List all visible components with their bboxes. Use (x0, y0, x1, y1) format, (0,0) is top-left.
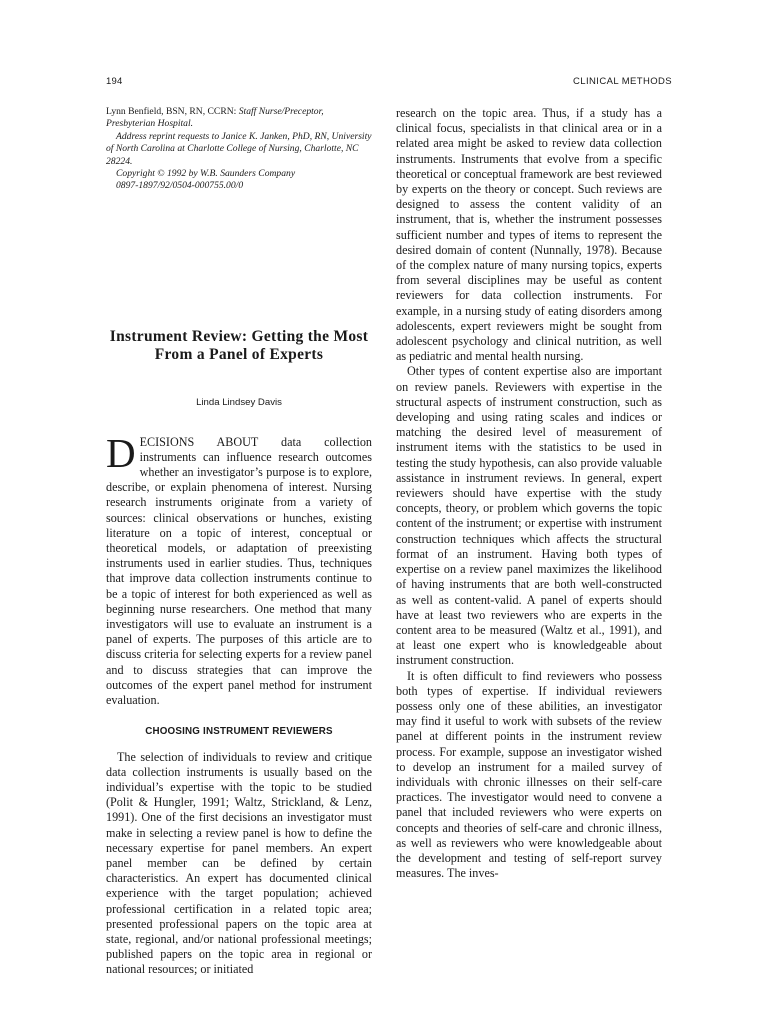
affiliation-author-name: Lynn Benfield, BSN, RN, CCRN: (106, 106, 239, 117)
running-head: CLINICAL METHODS (573, 76, 672, 87)
affiliation-position: Staff Nurse/Preceptor, Presbyterian Hospital. (106, 106, 324, 130)
article-code: 0897-1897/92/0504-000755.00/0 (116, 180, 244, 192)
right-column (396, 106, 662, 881)
body-paragraph-right-1: research on the topic area. Thus, if a study has a clinical focus, specialists in that clinical area or in a related area might be asked to review data collection instruments. Instruments that evolve from a specific theoretical or conceptual framework are best reviewed by experts on the theory or concept. Such reviews are designed to assess the content validity of an instrument, that is, whether the instrument possesses sufficient number and types of items to represent the desired domain of content (Nunnally, 1978). Because of the complex nature of many nursing topics, experts from several disciplines may be useful as content reviewers for data collection instruments. For example, in a nursing study of eating disorders among adolescents, expert reviewers might be sought from adolescent psychology and clinical nutrition, as well as pediatric and mental health nursing. (396, 106, 662, 364)
reprint-address: Address reprint requests to Janice K. Janken, PhD, RN, University of North Carolina at Charlotte College of Nursing, Charlotte, NC 28224. (106, 130, 372, 167)
intro-paragraph (106, 429, 372, 709)
intro-lead: ECISIONS ABOUT (139, 434, 259, 449)
copyright-line: Copyright © 1992 by W.B. Saunders Company (116, 168, 296, 180)
page-number: 194 (106, 76, 123, 87)
section-heading: CHOOSING INSTRUMENT REVIEWERS (145, 726, 333, 738)
article-author: Linda Lindsey Davis (196, 397, 282, 409)
left-column (106, 106, 372, 978)
affiliation-author-line (106, 106, 372, 131)
article-title: Instrument Review: Getting the Most From a Panel of Experts (109, 327, 369, 363)
body-paragraph-left: The selection of individuals to review and critique data collection instruments is usually based on the individual’s expertise with the topic to be studied (Polit & Hungler, 1991; Waltz, Strickland, & Lenz, 1991). One of the first decisions an investigator must make in selecting a review panel is how to define the necessary expertise for panel members. An expert panel member can be defined by certain characteristics. An expert has documented clinical experience with the target population; achieved professional certification in a related topic area; presented professional papers on the topic area at state, regional, and/or national professional meetings; published papers on the topic area in regional or national resources; or initiated (106, 749, 372, 977)
body-paragraph-right-3: It is often difficult to find reviewers who possess both types of expertise. If individual reviewers possess only one of these abilities, an investigator may find it useful to work with subsets of the review panel at different points in the instrument review process. For example, suppose an investigator wished to develop an instrument for a mailed survey of individuals with chronic illnesses on their self-care practices. The investigator would need to convene a panel that included reviewers who were experts on concepts and theories of self-care and chronic illness, as well as reviewers who were knowledgeable about the development and testing of self-report survey measures. The inves- (396, 668, 662, 881)
intro-text: data collection instruments can influence research outcomes whether an investigator’s purpose is to explore, describe, or explain phenomena of interest. Nursing research instruments originate from a variety of sources: clinical observations or hunches, existing literature on a topic of interest, conceptual or theoretical models, or adaptation of preexisting instruments used in earlier studies. Thus, techniques that improve data collection instruments continue to be a topic of interest for both experienced as well as beginning nurse researchers. One method that many investigators will use to evaluate an instrument is a panel of experts. The purposes of this article are to discuss criteria for selecting experts for a review panel and to discuss strategies that can improve the outcomes of the expert panel method for instrument evaluation. (106, 434, 372, 708)
affiliation-note (106, 106, 372, 193)
body-paragraph-right-2: Other types of content expertise also are important on review panels. Reviewers with expertise in the structural aspects of instrument construction, such as developing and using rating scales and indices or matching the desired level of measurement of instrument items with the statistics to be used in testing the study hypothesis, can also provide valuable assistance in instrument reviews. In general, expert reviewers should have expertise with the study concepts, theory, or problem which governs the topic content of the instrument; or expertise with instrument construction techniques which affects the structural format of an instrument. Having both types of expertise on a review panel maximizes the likelihood of having instruments that are both well-constructed as well as content-valid. A panel of experts should have at least two reviewers who are experts in the content area to be measured (Waltz et al., 1991), and at least one expert who is knowledgeable about instrument construction. (396, 364, 662, 668)
drop-cap: D (106, 429, 136, 476)
